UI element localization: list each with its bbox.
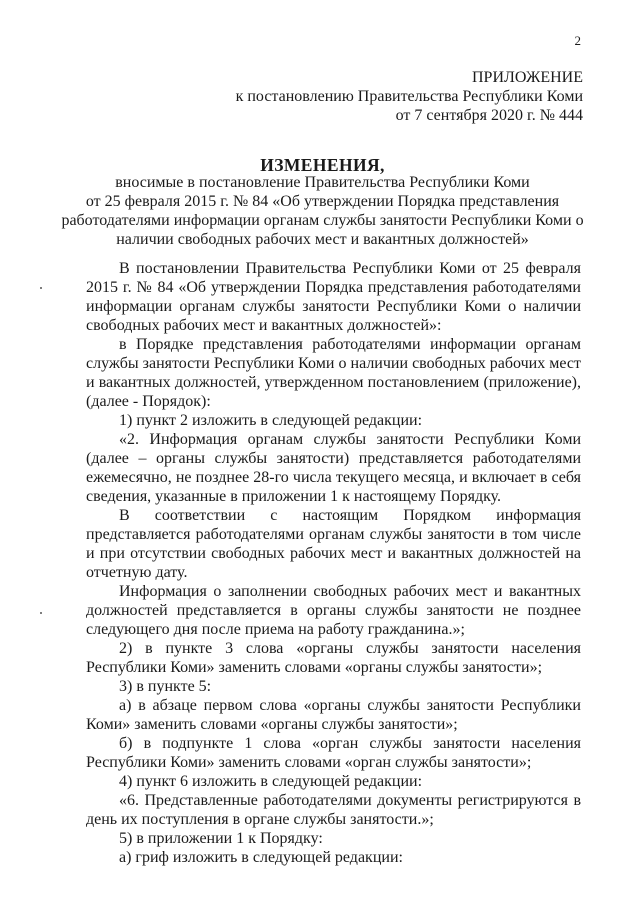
appendix-date: от 7 сентября 2020 г. № 444 xyxy=(395,107,583,124)
paragraph: 3) в пункте 5: xyxy=(119,678,212,695)
paragraph: б) в подпункте 1 слова «орган службы занятости населения Республики Коми» заменить словами «орган службы занятости»; xyxy=(86,735,581,771)
paragraph: в Порядке представления работодателями информации органам службы занятости Республики Коми о наличии свободных рабочих мест и вакантных должностей, утвержденном постановлением (приложение), (далее - Порядок): xyxy=(86,336,581,410)
page-number: 2 xyxy=(574,33,581,48)
document-title: ИЗМЕНЕНИЯ, xyxy=(260,155,385,175)
subtitle-line: от 25 февраля 2015 г. № 84 «Об утверждении Порядка представления xyxy=(85,193,560,210)
document-body xyxy=(86,259,581,867)
paragraph: а) в абзаце первом слова «органы службы занятости Республики Коми» заменить словами «органы службы занятости»; xyxy=(86,697,581,733)
paragraph: В постановлении Правительства Республики Коми от 25 февраля 2015 г. № 84 «Об утверждении Порядка представления работодателями информации органам службы занятости Республики Коми о наличии свободных рабочих мест и вакантных должностей»: xyxy=(86,260,581,334)
subtitle-line: вносимые в постановление Правительства Республики Коми xyxy=(115,174,530,191)
paragraph: 2) в пункте 3 слова «органы службы занятости населения Республики Коми» заменить словами «органы службы занятости»; xyxy=(86,640,581,676)
subtitle-line: работодателями информации органам службы занятости Республики Коми о xyxy=(61,212,584,229)
appendix-reference: к постановлению Правительства Республики Коми xyxy=(235,88,583,105)
paragraph: 5) в приложении 1 к Порядку: xyxy=(119,830,323,847)
subtitle-line: наличии свободных рабочих мест и вакантных должностей» xyxy=(116,231,529,248)
paragraph: а) гриф изложить в следующей редакции: xyxy=(119,849,403,866)
scan-speck xyxy=(40,287,42,289)
paragraph: В соответствии с настоящим Порядком информация представляется работодателями органам службы занятости в том числе и при отсутствии свободных рабочих мест и вакантных должностей на отчетную дату. xyxy=(86,507,581,581)
paragraph: 1) пункт 2 изложить в следующей редакции: xyxy=(119,412,423,429)
paragraph: «6. Представленные работодателями документы регистрируются в день их поступления в органе службы занятости.»; xyxy=(86,792,581,828)
paragraph: 4) пункт 6 изложить в следующей редакции: xyxy=(119,773,423,790)
appendix-label: ПРИЛОЖЕНИЕ xyxy=(471,69,583,86)
document-subtitle xyxy=(60,173,585,249)
scan-speck xyxy=(40,612,42,614)
paragraph: Информация о заполнении свободных рабочих мест и вакантных должностей представляется в органы службы занятости не позднее следующего дня после приема на работу гражданина.»; xyxy=(86,583,581,638)
paragraph: «2. Информация органам службы занятости Республики Коми (далее – органы службы занятости) представляется работодателями ежемесячно, не позднее 28-го числа текущего месяца, и включает в себя сведения, указанные в приложении 1 к настоящему Порядку. xyxy=(86,431,581,505)
appendix-header xyxy=(236,68,583,125)
